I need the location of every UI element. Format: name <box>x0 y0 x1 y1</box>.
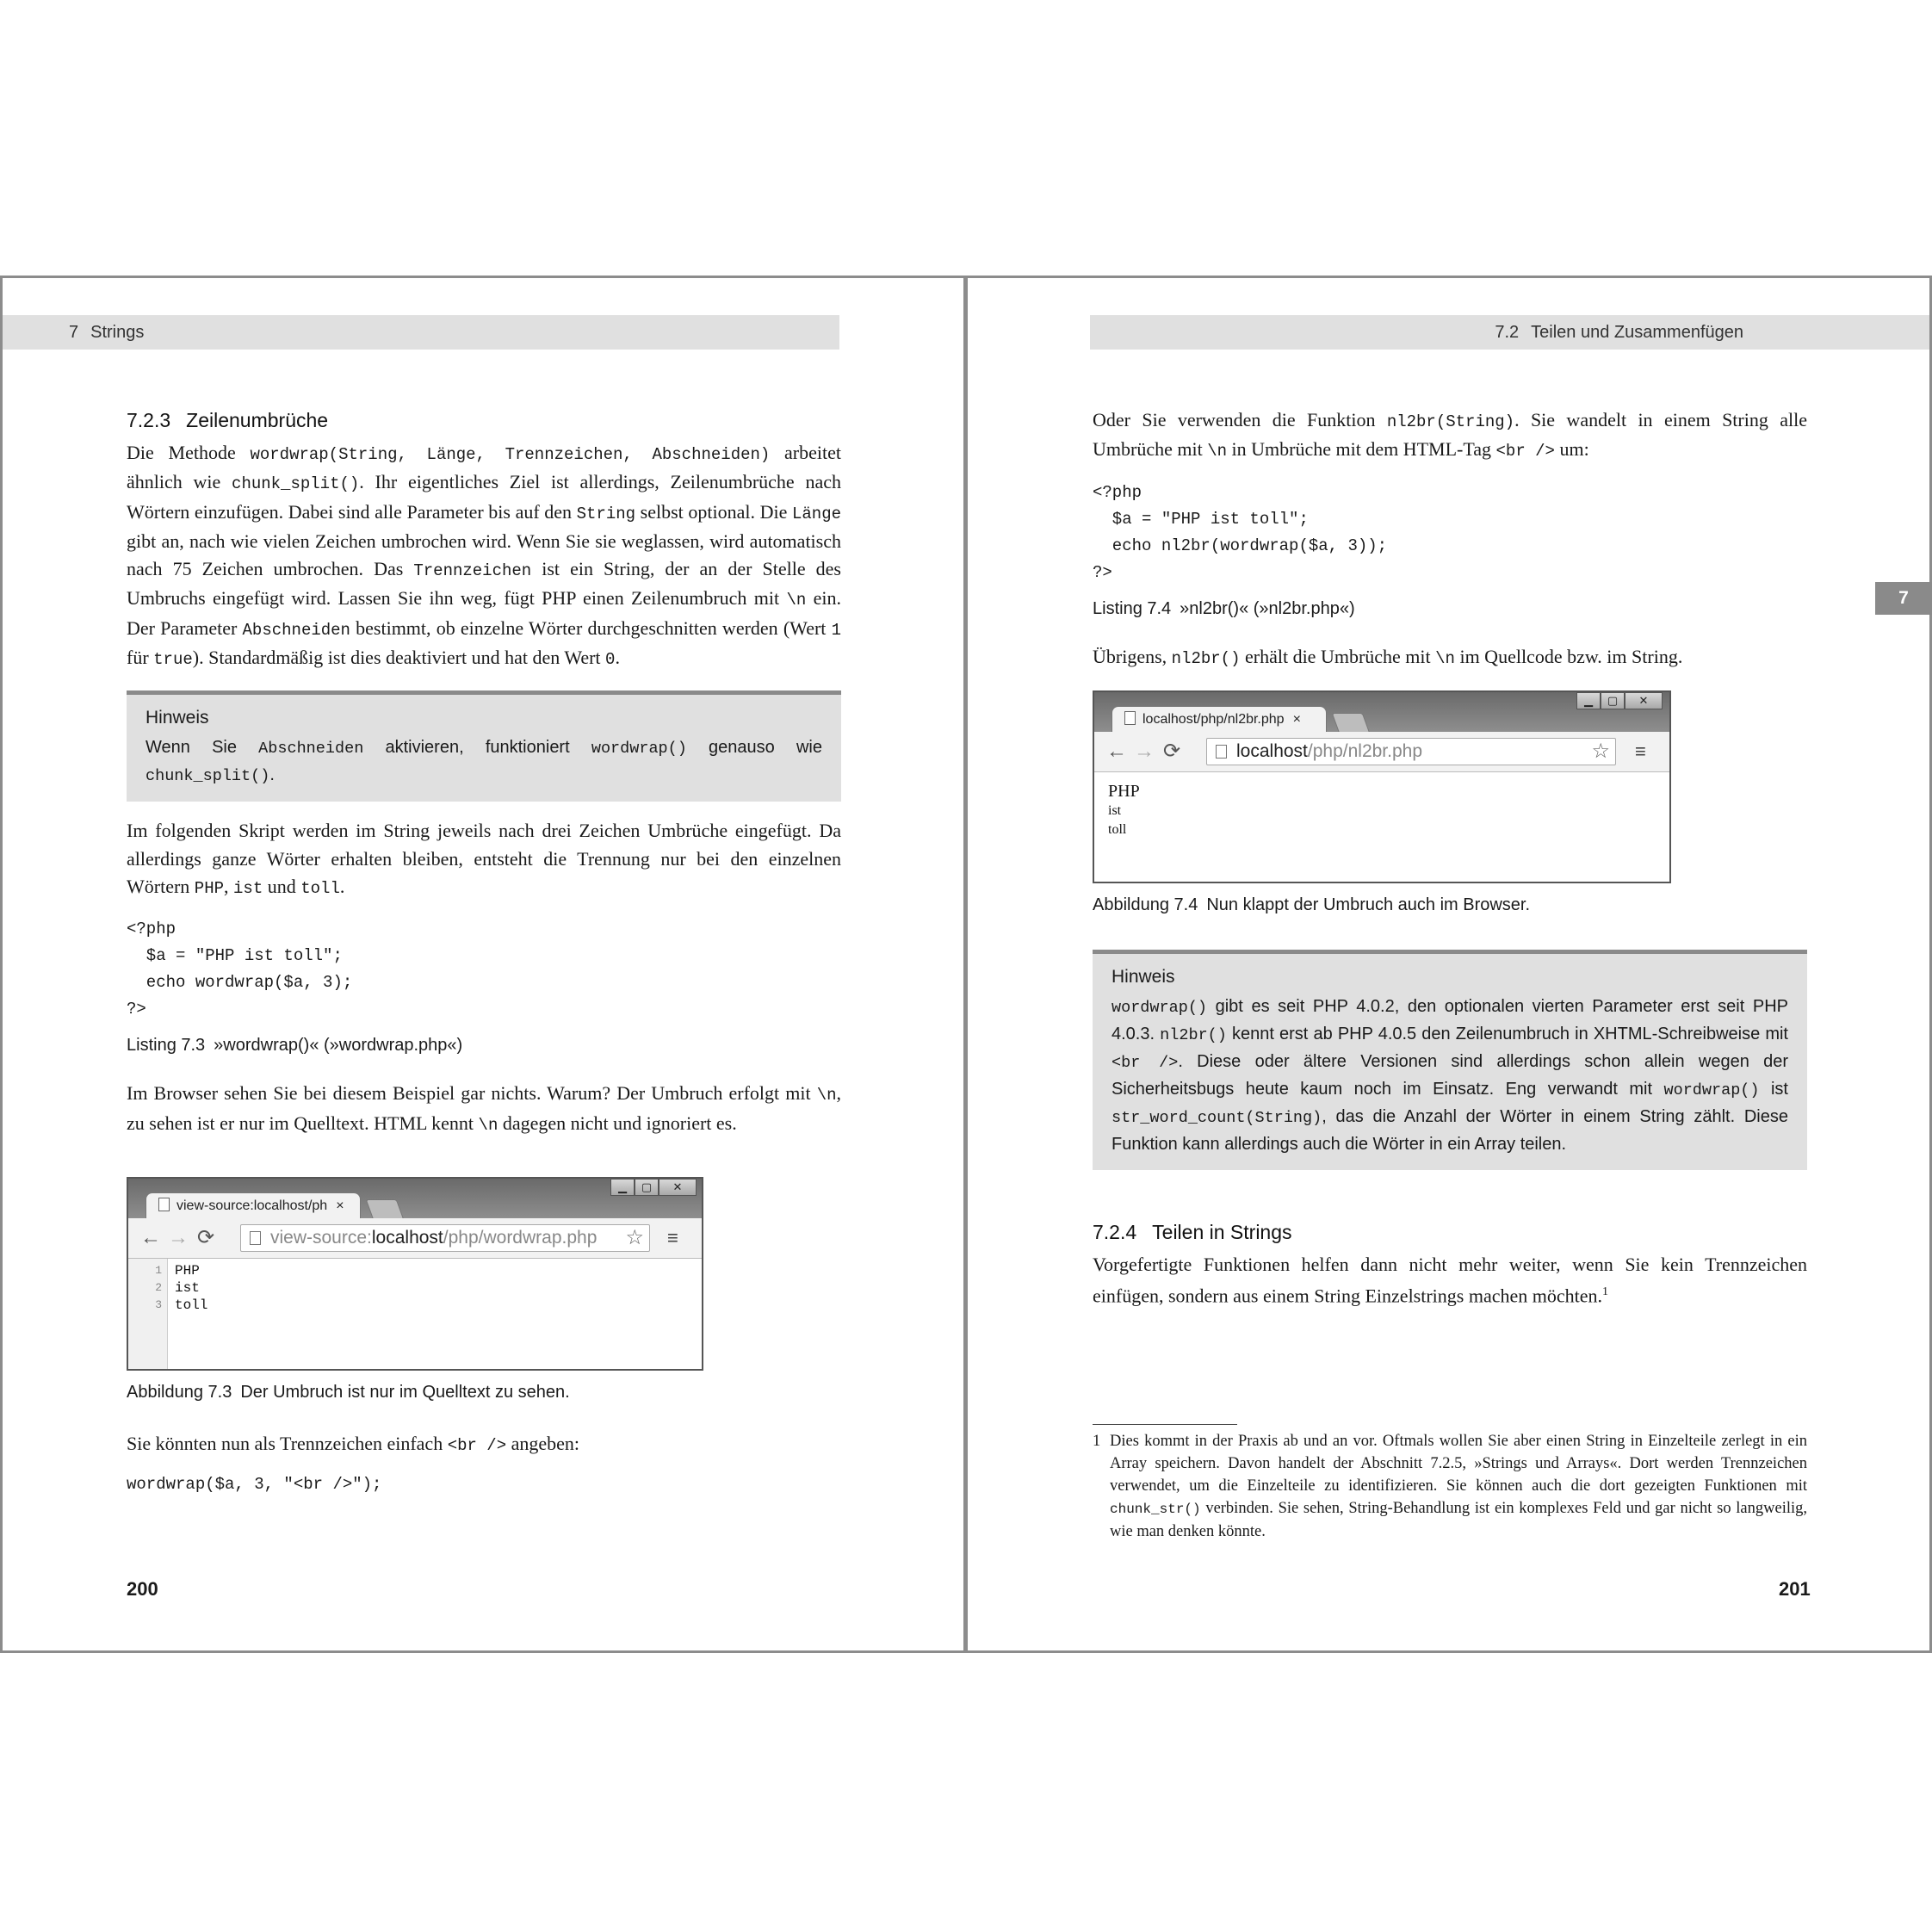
page-icon <box>250 1231 261 1245</box>
forward-arrow-icon[interactable]: → <box>168 1226 189 1249</box>
code-wordwrap-br: wordwrap($a, 3, "<br />"); <box>127 1475 382 1495</box>
browser-viewport <box>128 1259 702 1369</box>
paragraph-wordwrap-intro: Die Methode wordwrap(String, Länge, Trennzeichen, Abschneiden) arbeitet ähnlich wie chunk_split(). Ihr eigentliches Ziel ist allerdings, Zeilenumbrüche nach Wörtern einzufügen. Dabei sind alle Parameter bis auf den String selbst optional. Die Länge gibt an, nach wie vielen Zeichen umbrochen wird. Wenn Sie sie weglassen, wird automatisch nach 75 Zeichen umbrochen. Das Trennzeichen ist ein String, der an der Stelle des Umbruchs eingefügt wird. Lassen Sie ihn weg, fügt PHP einen Zeilenumbruch mit \n ein. Der Parameter Abschneiden bestimmt, ob einzelne Wörter durchgeschnitten werden (Wert 1 für true). Standardmäßig ist dies deaktiviert und hat den Wert 0. <box>127 442 842 670</box>
paragraph-nl2br-intro: Oder Sie verwenden die Funktion nl2br(String). Sie wandelt in einem String alle Umbrüche mit \n in Umbrüche mit dem HTML-Tag <br /> um: <box>1093 409 1807 461</box>
tab-close-icon[interactable]: × <box>336 1198 344 1213</box>
browser-titlebar <box>128 1179 702 1218</box>
chapter-thumb-tab: 7 <box>1875 582 1932 615</box>
paragraph-nl2br-keeps: Übrigens, nl2br() erhält die Umbrüche mit \n im Quellcode bzw. im String. <box>1093 645 1683 668</box>
browser-screenshot-nl2br <box>1093 690 1671 883</box>
page-number-left: 200 <box>127 1578 158 1600</box>
listing-caption-7-3: Listing 7.3 »wordwrap()« (»wordwrap.php«) <box>127 1036 463 1056</box>
bookmark-star-icon[interactable]: ☆ <box>1591 740 1610 763</box>
back-arrow-icon[interactable]: ← <box>1106 740 1127 763</box>
left-column-bottom <box>127 1380 841 1498</box>
figure-caption-7-4: Abbildung 7.4 Nun klappt der Umbruch auch im Browser. <box>1093 895 1531 914</box>
footnote-reference[interactable]: 1 <box>1602 1285 1609 1299</box>
menu-icon[interactable]: ≡ <box>1635 740 1646 762</box>
right-column <box>1093 406 1807 672</box>
page-icon <box>1124 711 1136 725</box>
rendered-output: PHP ist toll <box>1108 782 1140 837</box>
figure-caption-7-3: Abbildung 7.3 Der Umbruch ist nur im Quelltext zu sehen. <box>127 1383 570 1402</box>
browser-viewport <box>1094 772 1669 882</box>
browser-titlebar <box>1094 692 1669 732</box>
window-close-icon[interactable]: ✕ <box>1625 692 1663 709</box>
back-arrow-icon[interactable]: ← <box>140 1226 161 1249</box>
line-number-gutter: 1 2 3 <box>128 1259 168 1369</box>
paragraph-browser-nothing: Im Browser sehen Sie bei diesem Beispiel gar nichts. Warum? Der Umbruch erfolgt mit \n, zu sehen ist er nur im Quelltext. HTML kennt \n dagegen nicht und ignoriert es. <box>127 1082 841 1135</box>
section-heading-7-2-3: 7.2.3 Zeilenumbrüche <box>127 409 329 431</box>
tab-close-icon[interactable]: × <box>1292 712 1301 727</box>
browser-toolbar <box>1094 732 1669 772</box>
code-listing-nl2br: <?php $a = "PHP ist toll"; echo nl2br(wordwrap($a, 3)); ?> <box>1093 482 1388 582</box>
paragraph-teilen-intro: Vorgefertigte Funktionen helfen dann nicht mehr weiter, wenn Sie kein Trennzeichen einfügen, sondern aus einem String Einzelstrings machen möchten.$^1$ <box>1093 1254 1807 1307</box>
source-lines: PHP ist toll <box>175 1263 208 1313</box>
section-heading-7-2-4: 7.2.4 Teilen in Strings <box>1093 1221 1292 1243</box>
note-title: Hinweis <box>1112 967 1175 987</box>
reload-icon[interactable]: ⟳ <box>1163 740 1181 763</box>
running-head-right: 7.2 Teilen und Zusammenfügen <box>1090 315 1929 350</box>
browser-toolbar <box>128 1218 702 1259</box>
running-head-left: 7 Strings <box>3 315 839 350</box>
footnote-1: 1 Dies kommt in der Praxis ab und an vor. Oftmals wollen Sie aber einen String in Einzelteile zerlegt in ein Array speichern. Davon handelt der Abschnitt 7.2.5, »Strings und Arrays«. Dort werden Trennzeichen verwendet, um die Einzelteile zu identifizieren. Sie können auch die dort gezeigten Funktionen mit chunk_str() verbinden. Sie sehen, String-Behandlung ist ein komplexes Feld und gar nicht so langweilig, wie man denken könnte. <box>1093 1433 1807 1540</box>
note-body: Wenn Sie Abschneiden aktivieren, funktioniert wordwrap() genauso wie chunk_split(). <box>146 738 822 786</box>
footnote-rule <box>1093 1424 1237 1425</box>
minimize-icon[interactable]: ▁ <box>1576 692 1601 709</box>
reload-icon[interactable]: ⟳ <box>197 1226 215 1249</box>
note-title: Hinweis <box>146 708 209 728</box>
window-close-icon[interactable]: ✕ <box>659 1179 697 1196</box>
maximize-icon[interactable]: ▢ <box>635 1179 659 1196</box>
page-icon <box>1216 745 1227 759</box>
note-box-left <box>127 690 841 802</box>
right-column-middle <box>1093 893 1807 1310</box>
address-bar[interactable]: view-source:localhost/php/wordwrap.php ☆ <box>240 1224 650 1252</box>
window-controls <box>610 1179 697 1196</box>
paragraph-br-separator: Sie könnten nun als Trennzeichen einfach <br /> angeben: <box>127 1433 580 1455</box>
note-body: wordwrap() gibt es seit PHP 4.0.2, den optionalen vierten Parameter erst seit PHP 4.0.3. nl2br() kennt erst ab PHP 4.0.5 den Zeilenumbruch in XHTML-Schreibweise mit <br />. Diese oder ältere Versionen sind allerdings schon allein wegen der Sicherheitsbugs heute kaum noch im Einsatz. Eng verwandt mit wordwrap() ist str_word_count(String), das die Anzahl der Wörter in einem String zählt. Diese Funktion kann allerdings auch die Wörter in ein Array teilen. <box>1112 997 1788 1154</box>
browser-tab[interactable]: localhost/php/nl2br.php × <box>1112 706 1327 734</box>
browser-tab[interactable]: view-source:localhost/ph × <box>146 1192 361 1220</box>
page-gutter <box>963 276 968 1653</box>
maximize-icon[interactable]: ▢ <box>1601 692 1625 709</box>
bookmark-star-icon[interactable]: ☆ <box>625 1226 644 1249</box>
left-column <box>127 406 841 1139</box>
browser-screenshot-view-source <box>127 1177 703 1371</box>
page-icon <box>158 1198 170 1211</box>
menu-icon[interactable]: ≡ <box>667 1227 678 1248</box>
window-controls <box>1576 692 1663 709</box>
note-box-right <box>1093 950 1807 1170</box>
new-tab-button[interactable] <box>1332 713 1371 734</box>
listing-caption-7-4: Listing 7.4 »nl2br()« (»nl2br.php«) <box>1093 598 1355 618</box>
paragraph-script-explanation: Im folgenden Skript werden im String jeweils nach drei Zeichen Umbrüche eingefügt. Da allerdings ganze Wörter erhalten bleiben, entsteht die Trennung nur bei den einzelnen Wörtern PHP, ist und toll. <box>127 820 841 898</box>
page-number-right: 201 <box>1779 1578 1811 1600</box>
new-tab-button[interactable] <box>366 1199 405 1220</box>
minimize-icon[interactable]: ▁ <box>610 1179 635 1196</box>
forward-arrow-icon[interactable]: → <box>1134 740 1155 763</box>
address-bar[interactable]: localhost/php/nl2br.php ☆ <box>1206 738 1616 765</box>
code-listing-wordwrap: <?php $a = "PHP ist toll"; echo wordwrap($a, 3); ?> <box>127 920 353 1019</box>
